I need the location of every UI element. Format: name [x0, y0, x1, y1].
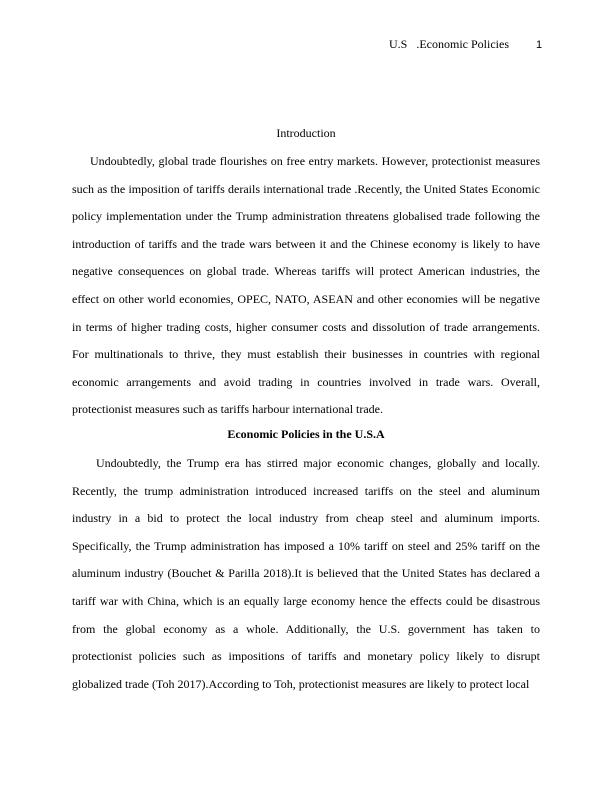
page-header: [0, 36, 612, 52]
document-body: [72, 123, 540, 698]
introduction-heading: Introduction: [276, 126, 336, 140]
page-number: 1: [536, 39, 543, 51]
section-heading: Economic Policies in the U.S.A: [227, 426, 385, 441]
running-head: U.S .Economic Policies: [389, 37, 509, 51]
section-paragraph: Undoubtedly, the Trump era has stirred major economic changes, globally and locally. Recently, the trump administration introduced increased tariffs on the steel and aluminum industry in a bid to protect the local industry from cheap steel and aluminum imports. Specifically, the Trump administration has imposed a 10% tariff on steel and 25% tariff on the aluminum industry (Bouchet & Parilla 2018).It is believed that the United States has declared a tariff war with China, which is an equally large economy hence the effects could be disastrous from the global economy as a whole. Additionally, the U.S. government has taken to protectionist policies such as impositions of tariffs and monetary policy likely to disrupt globalized trade (Toh 2017).According to Toh, protectionist measures are likely to protect local: [72, 455, 540, 691]
introduction-paragraph: Undoubtedly, global trade flourishes on free entry markets. However, protectionist measures such as the imposition of tariffs derails international trade .Recently, the United States Economic policy implementation under the Trump administration threatens globalised trade following the introduction of tariffs and the trade wars between it and the Chinese economy is likely to have negative consequences on global trade. Whereas tariffs will protect American industries, the effect on other world economies, OPEC, NATO, ASEAN and other economies will be negative in terms of higher trading costs, higher consumer costs and dissolution of trade arrangements. For multinationals to thrive, they must establish their businesses in countries with regional economic arrangements and avoid trading in countries involved in trade wars. Overall, protectionist measures such as tariffs harbour international trade.: [72, 154, 540, 417]
